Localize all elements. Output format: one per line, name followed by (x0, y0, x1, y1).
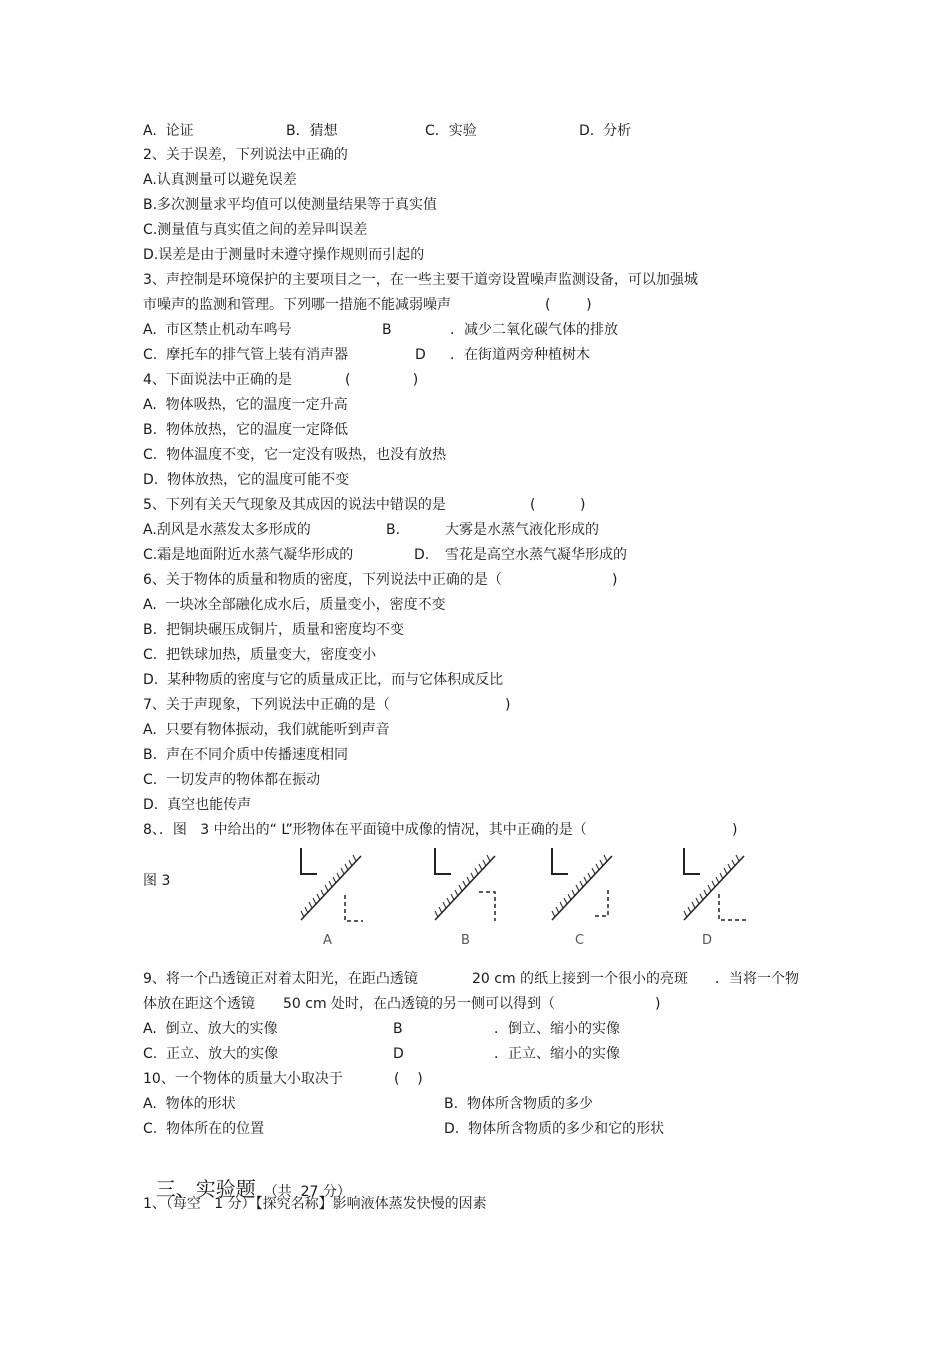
question-9-cont-part: 50 cm 处时，在凸透镜的另一侧可以得到（ (283, 996, 556, 1012)
option-c: C. 一切发声的物体都在振动 (143, 772, 321, 788)
figure-label-a: A (323, 933, 332, 948)
option-c: C.测量值与真实值之间的差异叫误差 (143, 222, 368, 238)
option-c: C.霜是地面附近水蒸气凝华形成的 (143, 547, 354, 563)
option-a: A.刮风是水蒸发太多形成的 (143, 522, 311, 538)
option-b-letter: B. (386, 522, 401, 538)
question-4: 4、下面说法中正确的是 (143, 372, 292, 388)
question-10: 10、一个物体的质量大小取决于 (143, 1071, 343, 1087)
option-b: B. 声在不同介质中传播速度相同 (143, 747, 348, 763)
answer-bracket-close: ) (612, 572, 618, 588)
answer-bracket: ( ) (530, 497, 586, 513)
option-a: A. 物体吸热，它的温度一定升高 (143, 397, 348, 413)
option-c: C. 物体温度不变，它一定没有吸热，也没有放热 (143, 447, 447, 463)
option-c: C. 把铁球加热，质量变大，密度变小 (143, 647, 377, 663)
option-a: A. 论证 (143, 123, 194, 139)
section-points: （共 27 分） (263, 1184, 351, 1200)
option-c: C．实验 (425, 123, 477, 139)
figure-label-d: D (702, 933, 713, 948)
option-d-letter: D (415, 347, 426, 363)
option-b: B. 物体放热，它的温度一定降低 (143, 422, 348, 438)
answer-bracket: ( ) (394, 1071, 423, 1087)
question-9-part: ．当将一个物 (715, 971, 799, 987)
mirror-figure-a (295, 848, 375, 948)
option-b: B．猜想 (286, 123, 338, 139)
option-d: D. 某种物质的密度与它的质量成正比，而与它体积成反比 (143, 672, 504, 688)
option-d: D. 物体放热，它的温度可能不变 (143, 472, 350, 488)
question-3-cont: 市噪声的监测和管理。下列哪一措施不能减弱噪声 (143, 297, 451, 313)
question-2: 2、关于误差，下列说法中正确的 (143, 147, 348, 163)
option-c: C. 物体所在的位置 (143, 1121, 265, 1137)
option-a: A.认真测量可以避免误差 (143, 172, 297, 188)
question-9-cont: 体放在距这个透镜 (143, 996, 255, 1012)
option-d-letter: D. (414, 547, 430, 563)
option-b-text: 大雾是水蒸气液化形成的 (445, 522, 599, 538)
option-d-text: 雪花是高空水蒸气凝华形成的 (445, 547, 627, 563)
answer-bracket-close: ) (655, 996, 661, 1012)
question-9: 9、将一个凸透镜正对着太阳光，在距凸透镜 (143, 971, 418, 987)
option-d-text: ．正立、缩小的实像 (494, 1046, 620, 1062)
section-title: 三、实验题 (155, 1177, 256, 1201)
question-9-part: 20 cm 的纸上接到一个很小的亮斑 (472, 971, 689, 987)
figure-label-b: B (461, 933, 470, 948)
figure-caption: 图 3 (143, 873, 171, 889)
mirror-figure-b (429, 848, 509, 948)
option-c: C. 正立、放大的实像 (143, 1046, 279, 1062)
question-6: 6、关于物体的质量和物质的密度，下列说法中正确的是（ (143, 572, 502, 588)
option-b-text: ．减少二氧化碳气体的排放 (450, 322, 618, 338)
answer-bracket: ( ) (545, 297, 592, 313)
option-b-letter: B (393, 1021, 403, 1037)
option-b: B.多次测量求平均值可以使测量结果等于真实值 (143, 197, 438, 213)
option-a: A. 倒立、放大的实像 (143, 1021, 278, 1037)
mirror-figure-d (678, 848, 758, 948)
option-d: D. 物体所含物质的多少和它的形状 (444, 1121, 665, 1137)
option-b-text: ．倒立、缩小的实像 (494, 1021, 620, 1037)
option-b: B. 把铜块碾压成铜片，质量和密度均不变 (143, 622, 404, 638)
option-b-letter: B (382, 322, 392, 338)
question-3: 3、声控制是环境保护的主要项目之一，在一些主要干道旁设置噪声监测设备，可以加强城 (143, 272, 698, 288)
option-d-letter: D (393, 1046, 404, 1062)
option-c: C. 摩托车的排气管上装有消声器 (143, 347, 349, 363)
question-8: 8、．图 3 中给出的“ L”形物体在平面镜中成像的情况，其中正确的是（ (143, 822, 587, 838)
question-7: 7、关于声现象，下列说法中正确的是（ (143, 697, 390, 713)
option-a: A. 一块冰全部融化成水后，质量变小，密度不变 (143, 597, 446, 613)
figure-label-c: C (575, 933, 585, 948)
option-a: A. 市区禁止机动车鸣号 (143, 322, 292, 338)
option-d-text: ．在街道两旁种植树木 (450, 347, 590, 363)
question-5: 5、下列有关天气现象及其成因的说法中错误的是 (143, 497, 446, 513)
option-d: D.误差是由于测量时未遵守操作规则而引起的 (143, 247, 425, 263)
answer-bracket-close: ) (505, 697, 511, 713)
experiment-question-1: 1、（每空 1 分）【探究名称】影响液体蒸发快慢的因素 (143, 1196, 487, 1212)
option-a: A. 只要有物体振动，我们就能听到声音 (143, 722, 390, 738)
option-d: D. 分析 (579, 123, 632, 139)
option-a: A. 物体的形状 (143, 1096, 236, 1112)
option-d: D. 真空也能传声 (143, 797, 252, 813)
answer-bracket-close: ) (732, 822, 738, 838)
answer-bracket: ( ) (345, 372, 419, 388)
mirror-figure-c (546, 848, 626, 948)
option-b: B. 物体所含物质的多少 (444, 1096, 593, 1112)
